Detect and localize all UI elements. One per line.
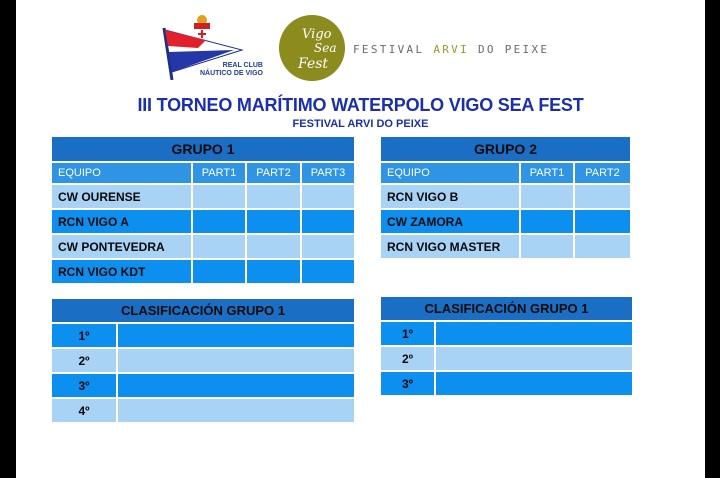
group1-title: GRUPO 1: [52, 137, 354, 163]
classification2-title: CLASIFICACIÓN GRUPO 1: [381, 297, 632, 322]
score-cell: [302, 235, 354, 260]
score-cell: [521, 185, 575, 210]
table-row: [381, 185, 630, 210]
team-name: CW PONTEVEDRA: [52, 235, 193, 260]
team-cell: [118, 324, 354, 349]
score-cell: [302, 210, 354, 235]
score-cell: [193, 210, 247, 235]
table-row: [52, 235, 354, 260]
team-cell: [118, 349, 354, 374]
group2-title: GRUPO 2: [381, 137, 630, 163]
festival-name-text: [353, 43, 549, 56]
table-row: [52, 374, 354, 399]
group1-table: [52, 137, 354, 285]
team-cell: [436, 372, 632, 397]
festival-logo: [278, 14, 346, 82]
classification2-table: [381, 297, 632, 397]
festival-name-accent: ARVI: [433, 43, 470, 56]
column-header-part1: PART1: [193, 163, 247, 185]
classification1-table: [52, 299, 354, 424]
group2-table: [381, 137, 630, 260]
page-title: III TORNEO MARÍTIMO WATERPOLO VIGO SEA FEST: [137, 95, 584, 115]
festival-logo-line3: Fest: [298, 56, 329, 72]
club-name: [195, 62, 263, 78]
score-cell: [575, 210, 630, 235]
team-cell: [118, 374, 354, 399]
table-row: [52, 260, 354, 285]
column-header-part2: PART2: [247, 163, 302, 185]
document-sheet: [16, 0, 705, 478]
score-cell: [247, 260, 302, 285]
page-subtitle: FESTIVAL ARVI DO PEIXE: [292, 118, 429, 130]
position-label: 1º: [381, 322, 436, 347]
score-cell: [193, 260, 247, 285]
club-name-line1: REAL CLUB: [222, 62, 263, 69]
table-row: [52, 349, 354, 374]
score-cell: [247, 185, 302, 210]
column-header-team: EQUIPO: [381, 163, 521, 185]
score-cell: [521, 210, 575, 235]
table-row: [52, 324, 354, 349]
column-header-team: EQUIPO: [52, 163, 193, 185]
festival-name-part1: FESTIVAL: [353, 43, 434, 56]
position-label: 3º: [381, 372, 436, 397]
position-label: 3º: [52, 374, 118, 399]
table-row: [381, 347, 632, 372]
team-name: CW ZAMORA: [381, 210, 521, 235]
team-name: CW OURENSE: [52, 185, 193, 210]
table-row: [52, 185, 354, 210]
position-label: 4º: [52, 399, 118, 424]
position-label: 2º: [52, 349, 118, 374]
festival-logo-line1: Vigo: [302, 27, 332, 42]
table-row: [52, 210, 354, 235]
column-header-part1: PART1: [521, 163, 575, 185]
score-cell: [302, 260, 354, 285]
table-row: [381, 235, 630, 260]
score-cell: [521, 235, 575, 260]
table-row: [52, 399, 354, 424]
column-header-part2: PART2: [575, 163, 630, 185]
score-cell: [247, 235, 302, 260]
classification1-title: CLASIFICACIÓN GRUPO 1: [52, 299, 354, 324]
score-cell: [302, 185, 354, 210]
column-header-part3: PART3: [302, 163, 354, 185]
score-cell: [193, 235, 247, 260]
team-name: RCN VIGO B: [381, 185, 521, 210]
score-cell: [247, 210, 302, 235]
team-name: RCN VIGO A: [52, 210, 193, 235]
team-cell: [436, 347, 632, 372]
table-row: [381, 322, 632, 347]
position-label: 1º: [52, 324, 118, 349]
festival-logo-line2: Sea: [314, 41, 337, 55]
score-cell: [575, 185, 630, 210]
score-cell: [575, 235, 630, 260]
score-cell: [193, 185, 247, 210]
table-row: [381, 210, 630, 235]
position-label: 2º: [381, 347, 436, 372]
table-row: [381, 372, 632, 397]
team-name: RCN VIGO KDT: [52, 260, 193, 285]
festival-name-part2: DO PEIXE: [469, 43, 550, 56]
team-cell: [118, 399, 354, 424]
team-cell: [436, 322, 632, 347]
club-name-line2: NÁUTICO DE VIGO: [199, 70, 263, 77]
team-name: RCN VIGO MASTER: [381, 235, 521, 260]
